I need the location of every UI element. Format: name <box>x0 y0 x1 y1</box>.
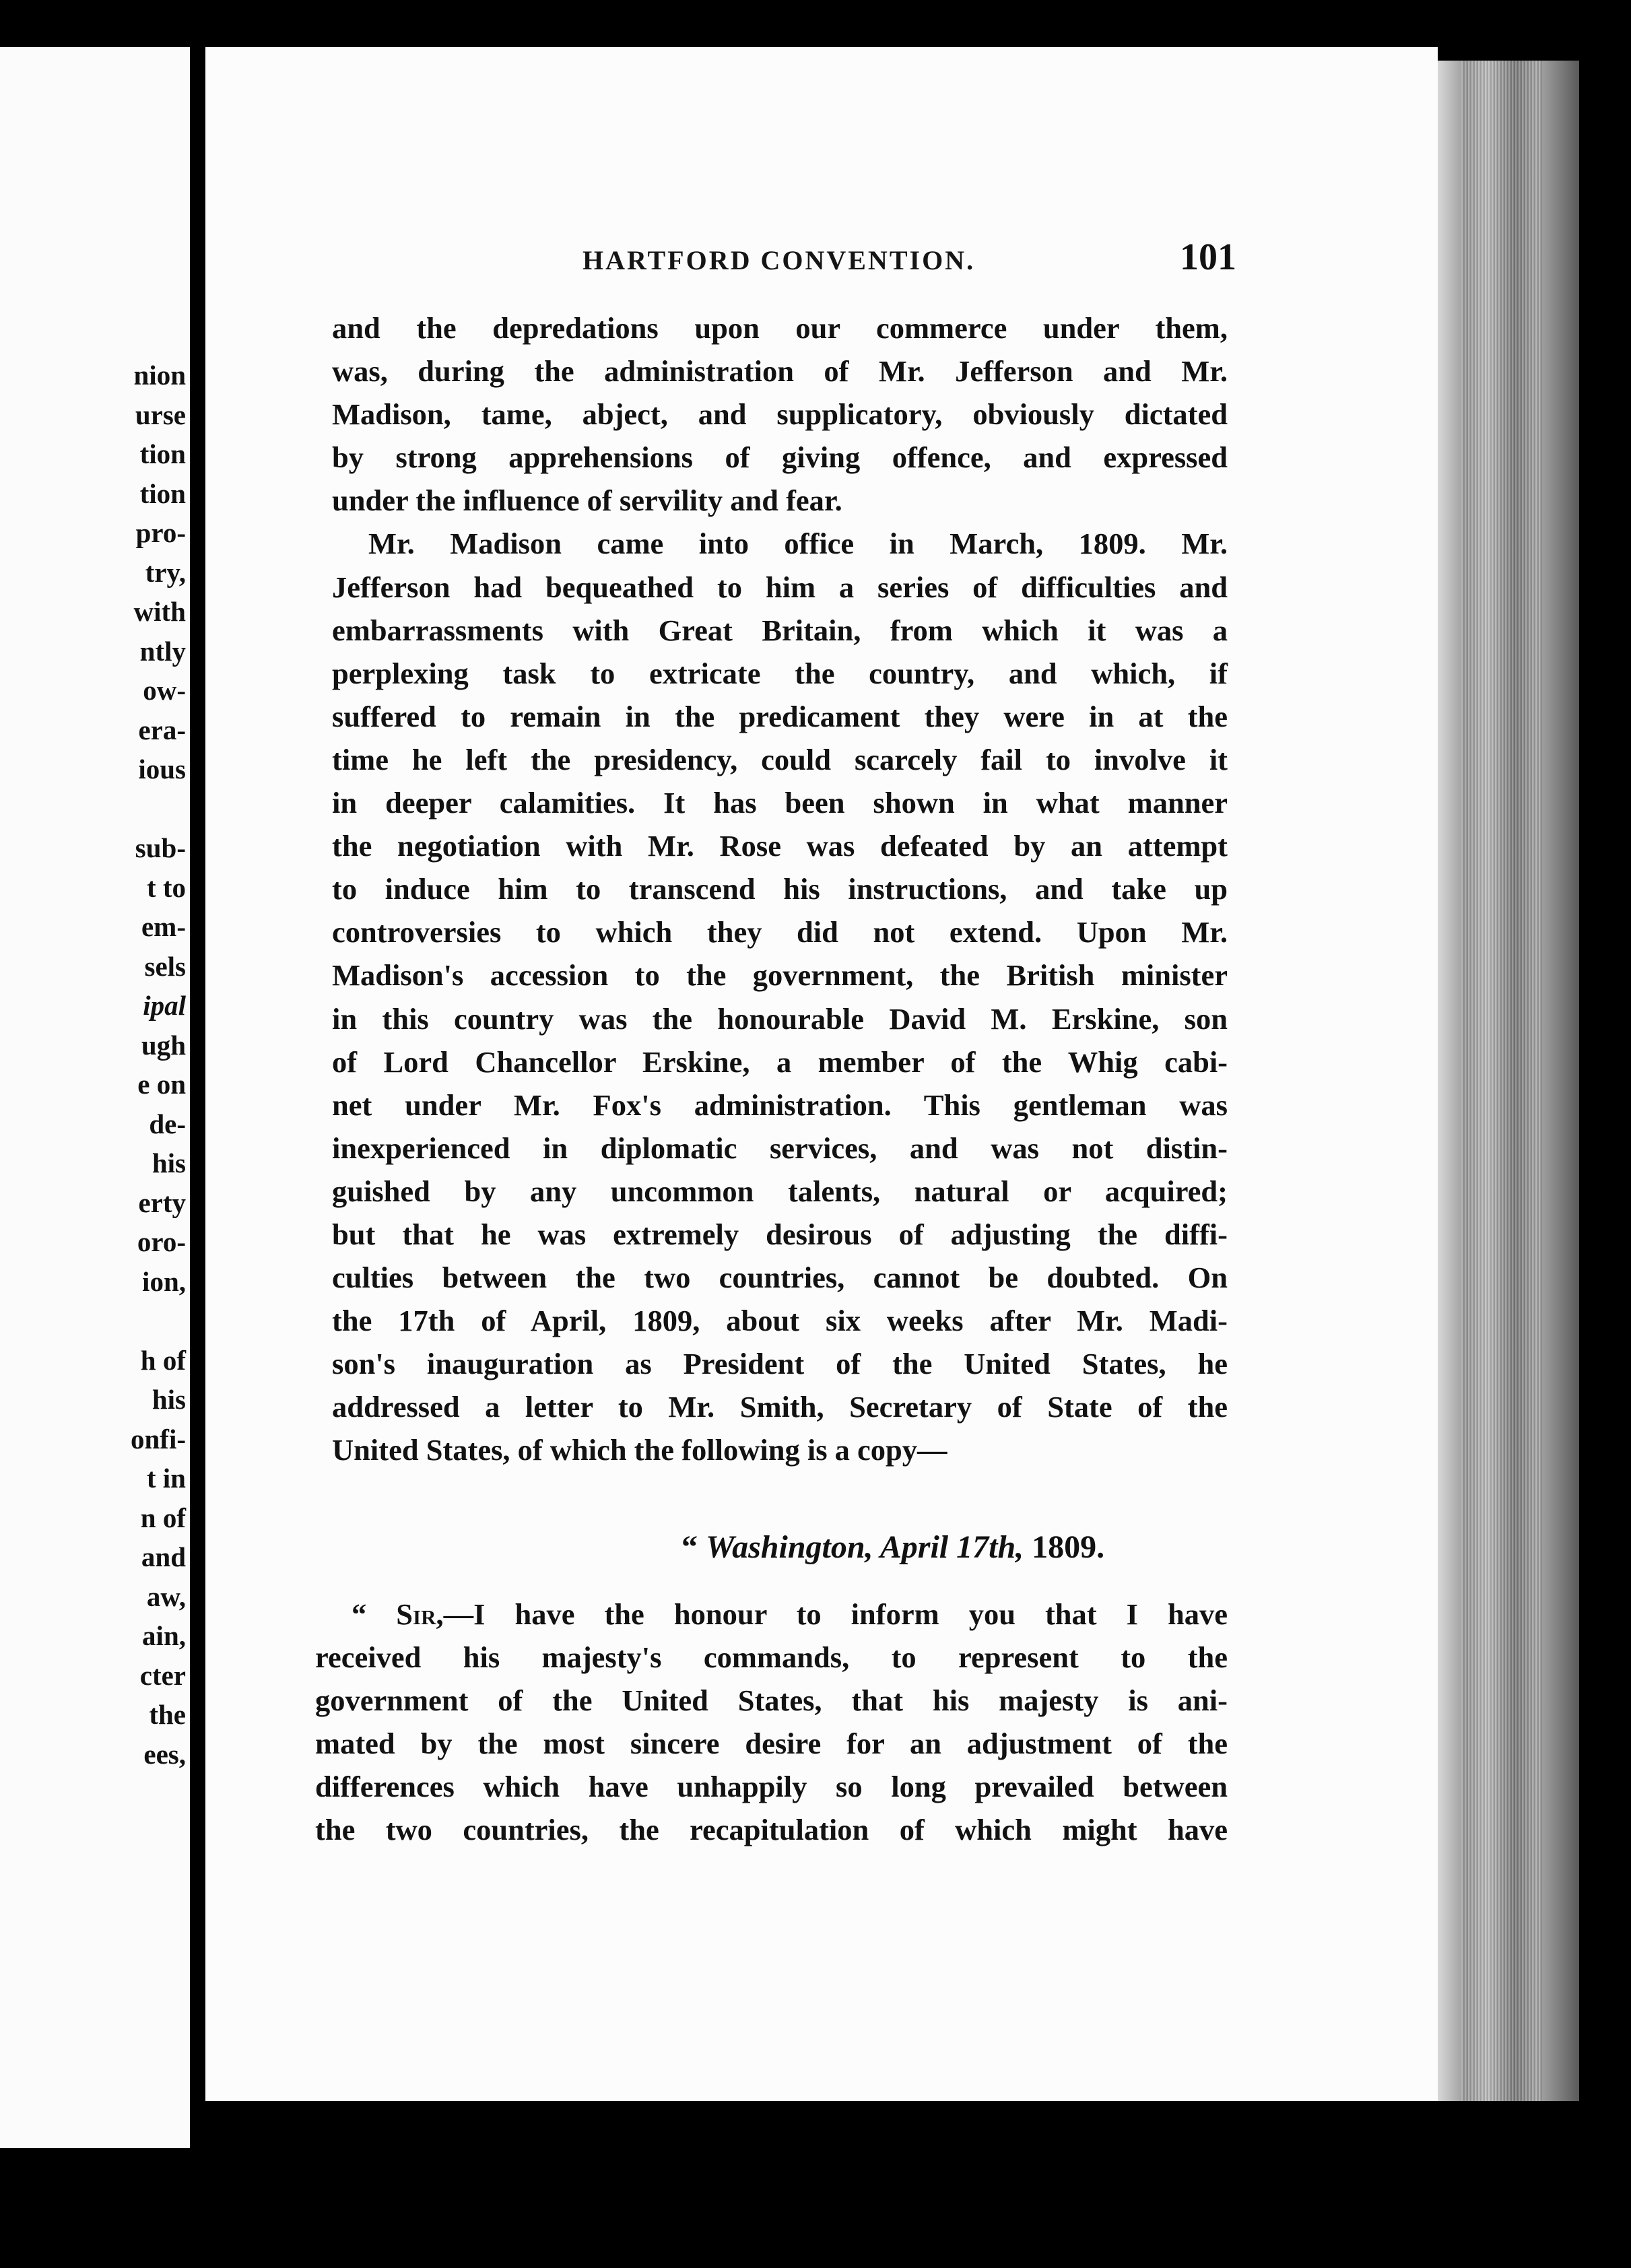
left-page-fragment: ees, <box>143 1738 186 1770</box>
body-line: in this country was the honourable David M. Erskine, son <box>332 1001 1228 1036</box>
dateline-year: 1809. <box>1024 1529 1105 1565</box>
letter-line: government of the United States, that his majesty is ani- <box>315 1683 1228 1718</box>
left-page-fragment: n of <box>140 1502 186 1533</box>
body-line: Jefferson had bequeathed to him a series of difficulties and <box>332 570 1228 604</box>
body-line: the negotiation with Mr. Rose was defeated by an attempt <box>332 829 1228 863</box>
letter-line: differences which have unhappily so long prevailed between <box>315 1770 1228 1804</box>
body-line: Mr. Madison came into office in March, 1809. Mr. <box>368 527 1228 561</box>
left-page-fragment: nion <box>133 360 186 391</box>
left-page-fragment: his <box>152 1147 186 1178</box>
letter-line <box>315 1593 1228 1636</box>
body-line: to induce him to transcend his instructions, and take up <box>332 872 1228 906</box>
left-page-fragment: t in <box>146 1463 186 1494</box>
left-page-fragment: h of <box>140 1344 186 1376</box>
left-page-fragment: tion <box>139 477 186 509</box>
dateline-open-quote: “ <box>681 1529 706 1565</box>
body-line: son's inauguration as President of the United States, he <box>332 1347 1228 1381</box>
body-line: controversies to which they did not extend. Upon Mr. <box>332 915 1228 949</box>
letter-line: the two countries, the recapitulation of which might have <box>315 1813 1228 1847</box>
left-page-fragment: ipal <box>143 990 186 1021</box>
body-line: under the influence of servility and fear. <box>332 483 842 518</box>
letter-first-line: —I have the honour to inform you that I have <box>443 1597 1228 1631</box>
left-page-fragment: his <box>152 1384 186 1415</box>
body-line: embarrassments with Great Britain, from which it was a <box>332 613 1228 647</box>
body-line: was, during the administration of Mr. Jefferson and Mr. <box>332 354 1228 389</box>
body-line: suffered to remain in the predicament they were in at the <box>332 699 1228 733</box>
body-line: culties between the two countries, cannot be doubted. On <box>332 1261 1228 1295</box>
left-page-fragment: era- <box>138 714 186 745</box>
salutation-open-quote: “ <box>352 1597 397 1631</box>
left-page-fragment: cter <box>139 1659 186 1691</box>
body-line: time he left the presidency, could scarcely fail to involve it <box>332 742 1228 776</box>
left-page-fragment: the <box>149 1699 186 1730</box>
body-line: United States, of which the following is a copy— <box>332 1433 947 1467</box>
left-page-fragment: urse <box>135 399 186 430</box>
running-title: HARTFORD CONVENTION. <box>582 245 976 275</box>
body-line: but that he was extremely desirous of adjusting the diffi- <box>332 1217 1228 1251</box>
body-line: by strong apprehensions of giving offence, and expressed <box>332 440 1228 475</box>
left-page-fragment: erty <box>138 1187 186 1218</box>
body-line: in deeper calamities. It has been shown in what manner <box>332 786 1228 820</box>
body-line: addressed a letter to Mr. Smith, Secretary of State of the <box>332 1390 1228 1424</box>
left-page-fragment <box>131 789 186 829</box>
left-page-fragment: ow- <box>143 675 186 706</box>
left-page-fragment: ious <box>138 754 186 785</box>
left-page-fragment: em- <box>141 911 186 942</box>
body-line: Madison's accession to the government, the British minister <box>332 958 1228 993</box>
left-facing-page <box>0 47 190 2148</box>
letter-line: mated by the most sincere desire for an adjustment of the <box>315 1727 1228 1761</box>
left-page-fragment: sub- <box>135 832 186 863</box>
body-paragraphs <box>332 306 1228 1472</box>
left-page-fragment: ugh <box>141 1029 186 1061</box>
left-page-fragment: with <box>133 596 186 627</box>
body-line: guished by any uncommon talents, natural or acquired; <box>332 1174 1228 1208</box>
page-block-edge-texture <box>1461 61 1542 2101</box>
letter-dateline <box>681 1529 1104 1566</box>
left-page-line-fragments <box>131 356 186 1774</box>
body-line: the 17th of April, 1809, about six weeks after Mr. Madi- <box>332 1304 1228 1338</box>
letter-line: received his majesty's commands, to represent to the <box>315 1640 1228 1675</box>
left-page-fragment: tion <box>139 438 186 469</box>
body-line: net under Mr. Fox's administration. This gentleman was <box>332 1088 1228 1122</box>
page-number: 101 <box>1180 236 1236 278</box>
left-page-fragment: try, <box>145 556 186 588</box>
salutation: Sir, <box>396 1597 444 1631</box>
left-page-fragment: de- <box>149 1108 186 1139</box>
letter-body <box>315 1593 1228 1852</box>
left-page-fragment: t to <box>146 871 186 903</box>
body-line: and the depredations upon our commerce under them, <box>332 311 1228 345</box>
left-page-fragment: aw, <box>146 1580 186 1612</box>
left-page-fragment: ain, <box>142 1620 186 1651</box>
left-page-fragment: ntly <box>139 635 186 667</box>
dateline-place-date: Washington, April 17th, <box>706 1529 1024 1565</box>
left-page-fragment: e on <box>137 1069 186 1100</box>
left-page-fragment: onfi- <box>131 1423 186 1455</box>
body-line: inexperienced in diplomatic services, and was not distin- <box>332 1131 1228 1165</box>
body-line: Madison, tame, abject, and supplicatory, obviously dictated <box>332 397 1228 432</box>
left-page-fragment: and <box>141 1541 186 1572</box>
body-line: of Lord Chancellor Erskine, a member of the Whig cabi- <box>332 1044 1228 1079</box>
left-page-fragment: ion, <box>142 1265 186 1297</box>
left-page-fragment <box>131 1301 186 1341</box>
left-page-fragment: sels <box>144 950 186 982</box>
left-page-fragment: pro- <box>135 517 186 548</box>
body-line: perplexing task to extricate the country, and which, if <box>332 656 1228 690</box>
left-page-fragment: oro- <box>137 1226 186 1257</box>
